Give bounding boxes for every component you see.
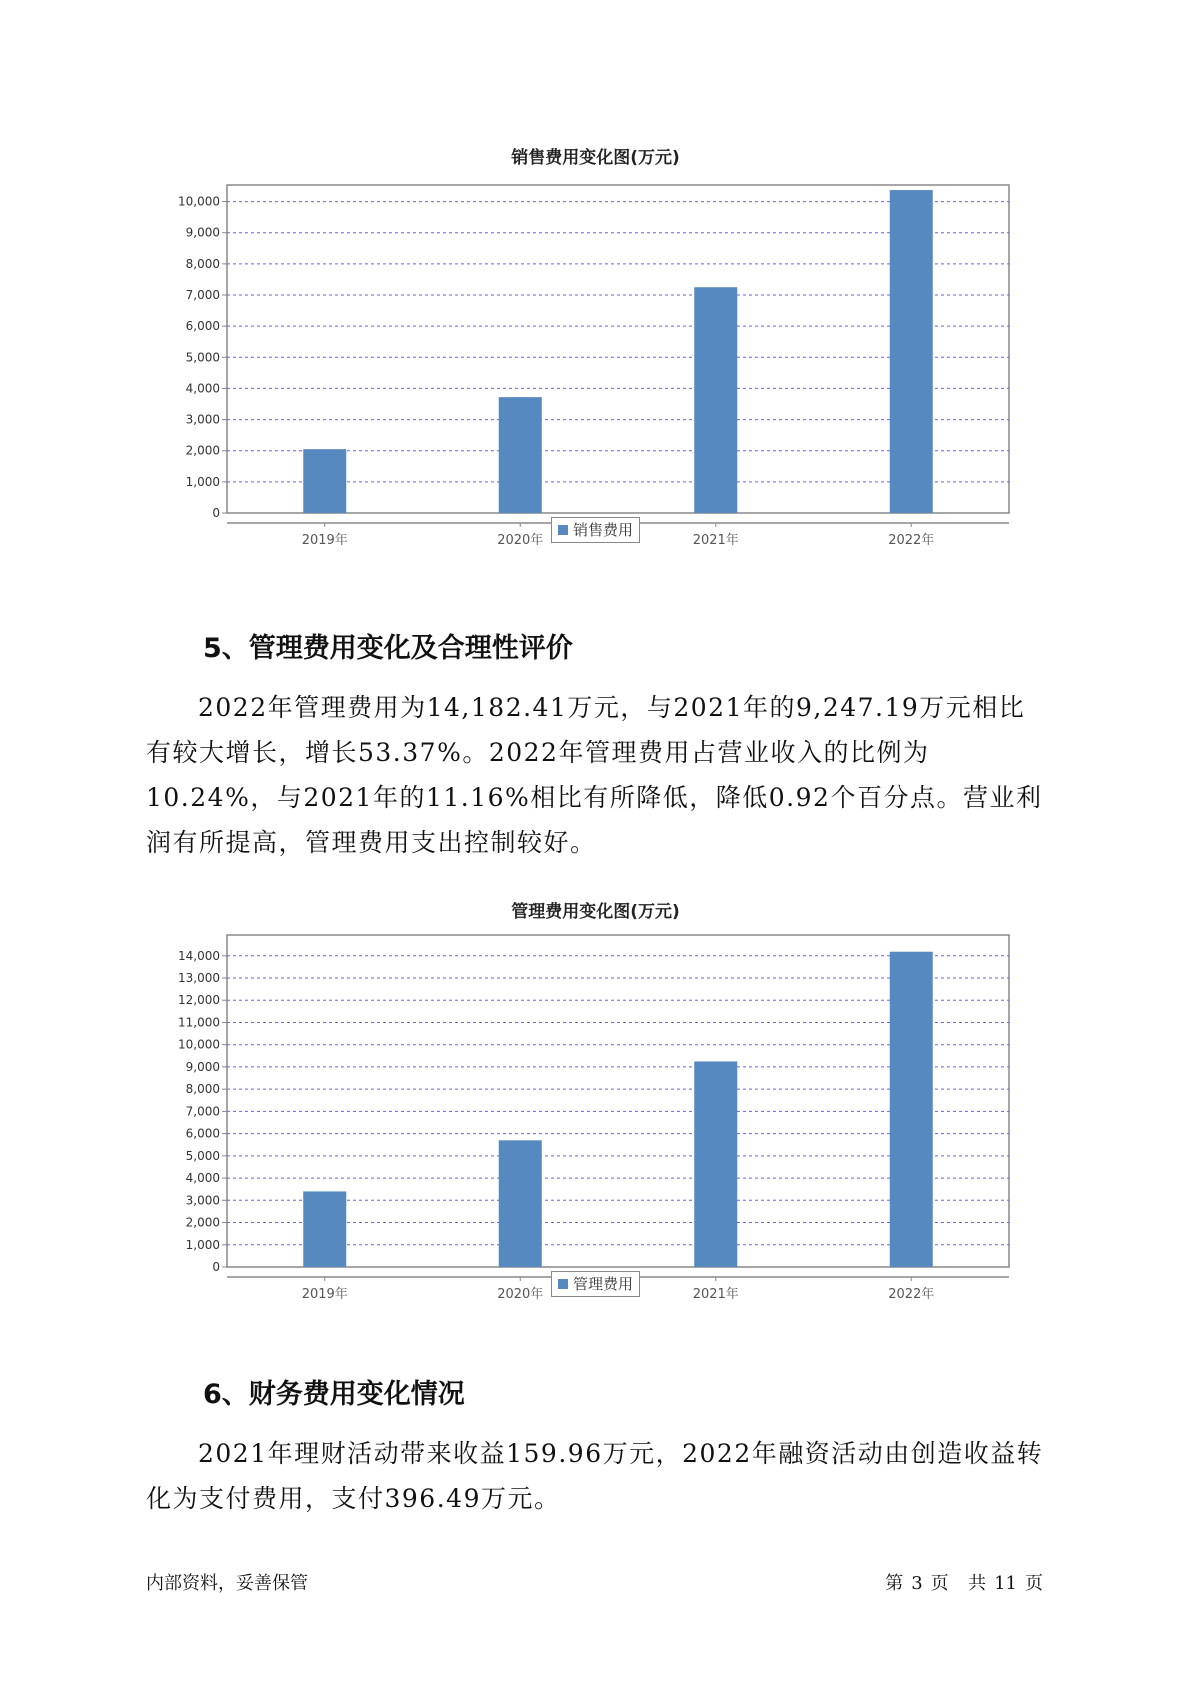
section-5-paragraph: 2022年管理费用为14,182.41万元，与2021年的9,247.19万元相比有较大增长，增长53.37%。2022年管理费用占营业收入的比例为10.24%，与2021年的11.16%相比有所降低，降低0.92个百分点。营业利润有所提高，管理费用支出控制较好。 bbox=[146, 693, 1043, 857]
footer-confidential-note: 内部资料，妥善保管 bbox=[146, 1573, 308, 1594]
bar bbox=[890, 190, 933, 513]
sales-chart-title: 销售费用变化图(万元) bbox=[511, 148, 680, 168]
y-tick-label: 9,000 bbox=[185, 225, 220, 240]
y-tick-label: 3,000 bbox=[185, 1193, 220, 1208]
legend-swatch bbox=[558, 1279, 568, 1289]
y-tick-label: 0 bbox=[212, 1260, 220, 1274]
y-tick-label: 6,000 bbox=[185, 319, 220, 334]
page-prefix: 第 bbox=[885, 1573, 904, 1594]
x-tick-label: 2019年 bbox=[301, 1287, 348, 1302]
y-tick-label: 13,000 bbox=[178, 971, 220, 986]
x-tick-label: 2021年 bbox=[692, 1287, 739, 1302]
y-tick-label: 7,000 bbox=[185, 1104, 220, 1119]
x-tick-label: 2022年 bbox=[888, 533, 935, 548]
y-tick-label: 14,000 bbox=[178, 948, 220, 963]
legend-label: 销售费用 bbox=[573, 521, 634, 539]
bar bbox=[694, 1061, 737, 1267]
y-tick-label: 11,000 bbox=[178, 1015, 220, 1030]
page-number: 3 bbox=[911, 1573, 923, 1594]
admin-expense-chart bbox=[0, 920, 1191, 1312]
y-tick-label: 9,000 bbox=[185, 1059, 220, 1074]
y-tick-label: 8,000 bbox=[185, 256, 220, 271]
bar bbox=[694, 287, 737, 513]
legend-label: 管理费用 bbox=[573, 1275, 634, 1293]
y-tick-label: 5,000 bbox=[185, 1148, 220, 1163]
bar bbox=[499, 397, 542, 513]
y-tick-label: 0 bbox=[212, 506, 220, 520]
y-tick-label: 7,000 bbox=[185, 288, 220, 302]
y-tick-label: 2,000 bbox=[185, 443, 220, 458]
x-tick-label: 2022年 bbox=[888, 1287, 935, 1302]
y-tick-label: 12,000 bbox=[178, 993, 220, 1008]
bar bbox=[303, 449, 346, 513]
sales-chart-legend bbox=[551, 517, 640, 543]
bar bbox=[499, 1140, 542, 1267]
x-tick-label: 2020年 bbox=[497, 533, 544, 548]
x-tick-label: 2021年 bbox=[692, 533, 739, 548]
total-pages: 11 bbox=[994, 1573, 1017, 1594]
x-tick-label: 2020年 bbox=[497, 1287, 544, 1302]
section-6-heading: 6、财务费用变化情况 bbox=[203, 1379, 465, 1410]
y-tick-label: 5,000 bbox=[185, 350, 220, 365]
total-suffix: 页 bbox=[1025, 1573, 1043, 1594]
total-prefix: 共 bbox=[968, 1573, 987, 1594]
bar bbox=[890, 952, 933, 1267]
y-tick-label: 1,000 bbox=[185, 1237, 220, 1252]
y-tick-label: 1,000 bbox=[185, 474, 220, 489]
x-tick-label: 2019年 bbox=[301, 533, 348, 548]
admin-chart-legend bbox=[551, 1271, 640, 1297]
page-suffix: 页 bbox=[930, 1573, 949, 1594]
legend-swatch bbox=[558, 525, 568, 535]
section-5-heading: 5、管理费用变化及合理性评价 bbox=[203, 633, 573, 664]
y-tick-label: 4,000 bbox=[185, 1171, 220, 1186]
sales-expense-chart bbox=[0, 170, 1191, 558]
section-6-paragraph: 2021年理财活动带来收益159.96万元，2022年融资活动由创造收益转化为支付费用，支付396.49万元。 bbox=[146, 1439, 1044, 1513]
y-tick-label: 8,000 bbox=[185, 1082, 220, 1097]
bar bbox=[303, 1191, 346, 1267]
y-tick-label: 4,000 bbox=[185, 381, 220, 396]
footer-page-info bbox=[881, 1569, 1047, 1595]
y-tick-label: 3,000 bbox=[185, 412, 220, 427]
admin-chart-title: 管理费用变化图(万元) bbox=[511, 902, 680, 922]
y-tick-label: 2,000 bbox=[185, 1215, 220, 1230]
y-tick-label: 6,000 bbox=[185, 1126, 220, 1141]
y-tick-label: 10,000 bbox=[178, 1037, 220, 1052]
y-tick-label: 10,000 bbox=[178, 194, 220, 209]
